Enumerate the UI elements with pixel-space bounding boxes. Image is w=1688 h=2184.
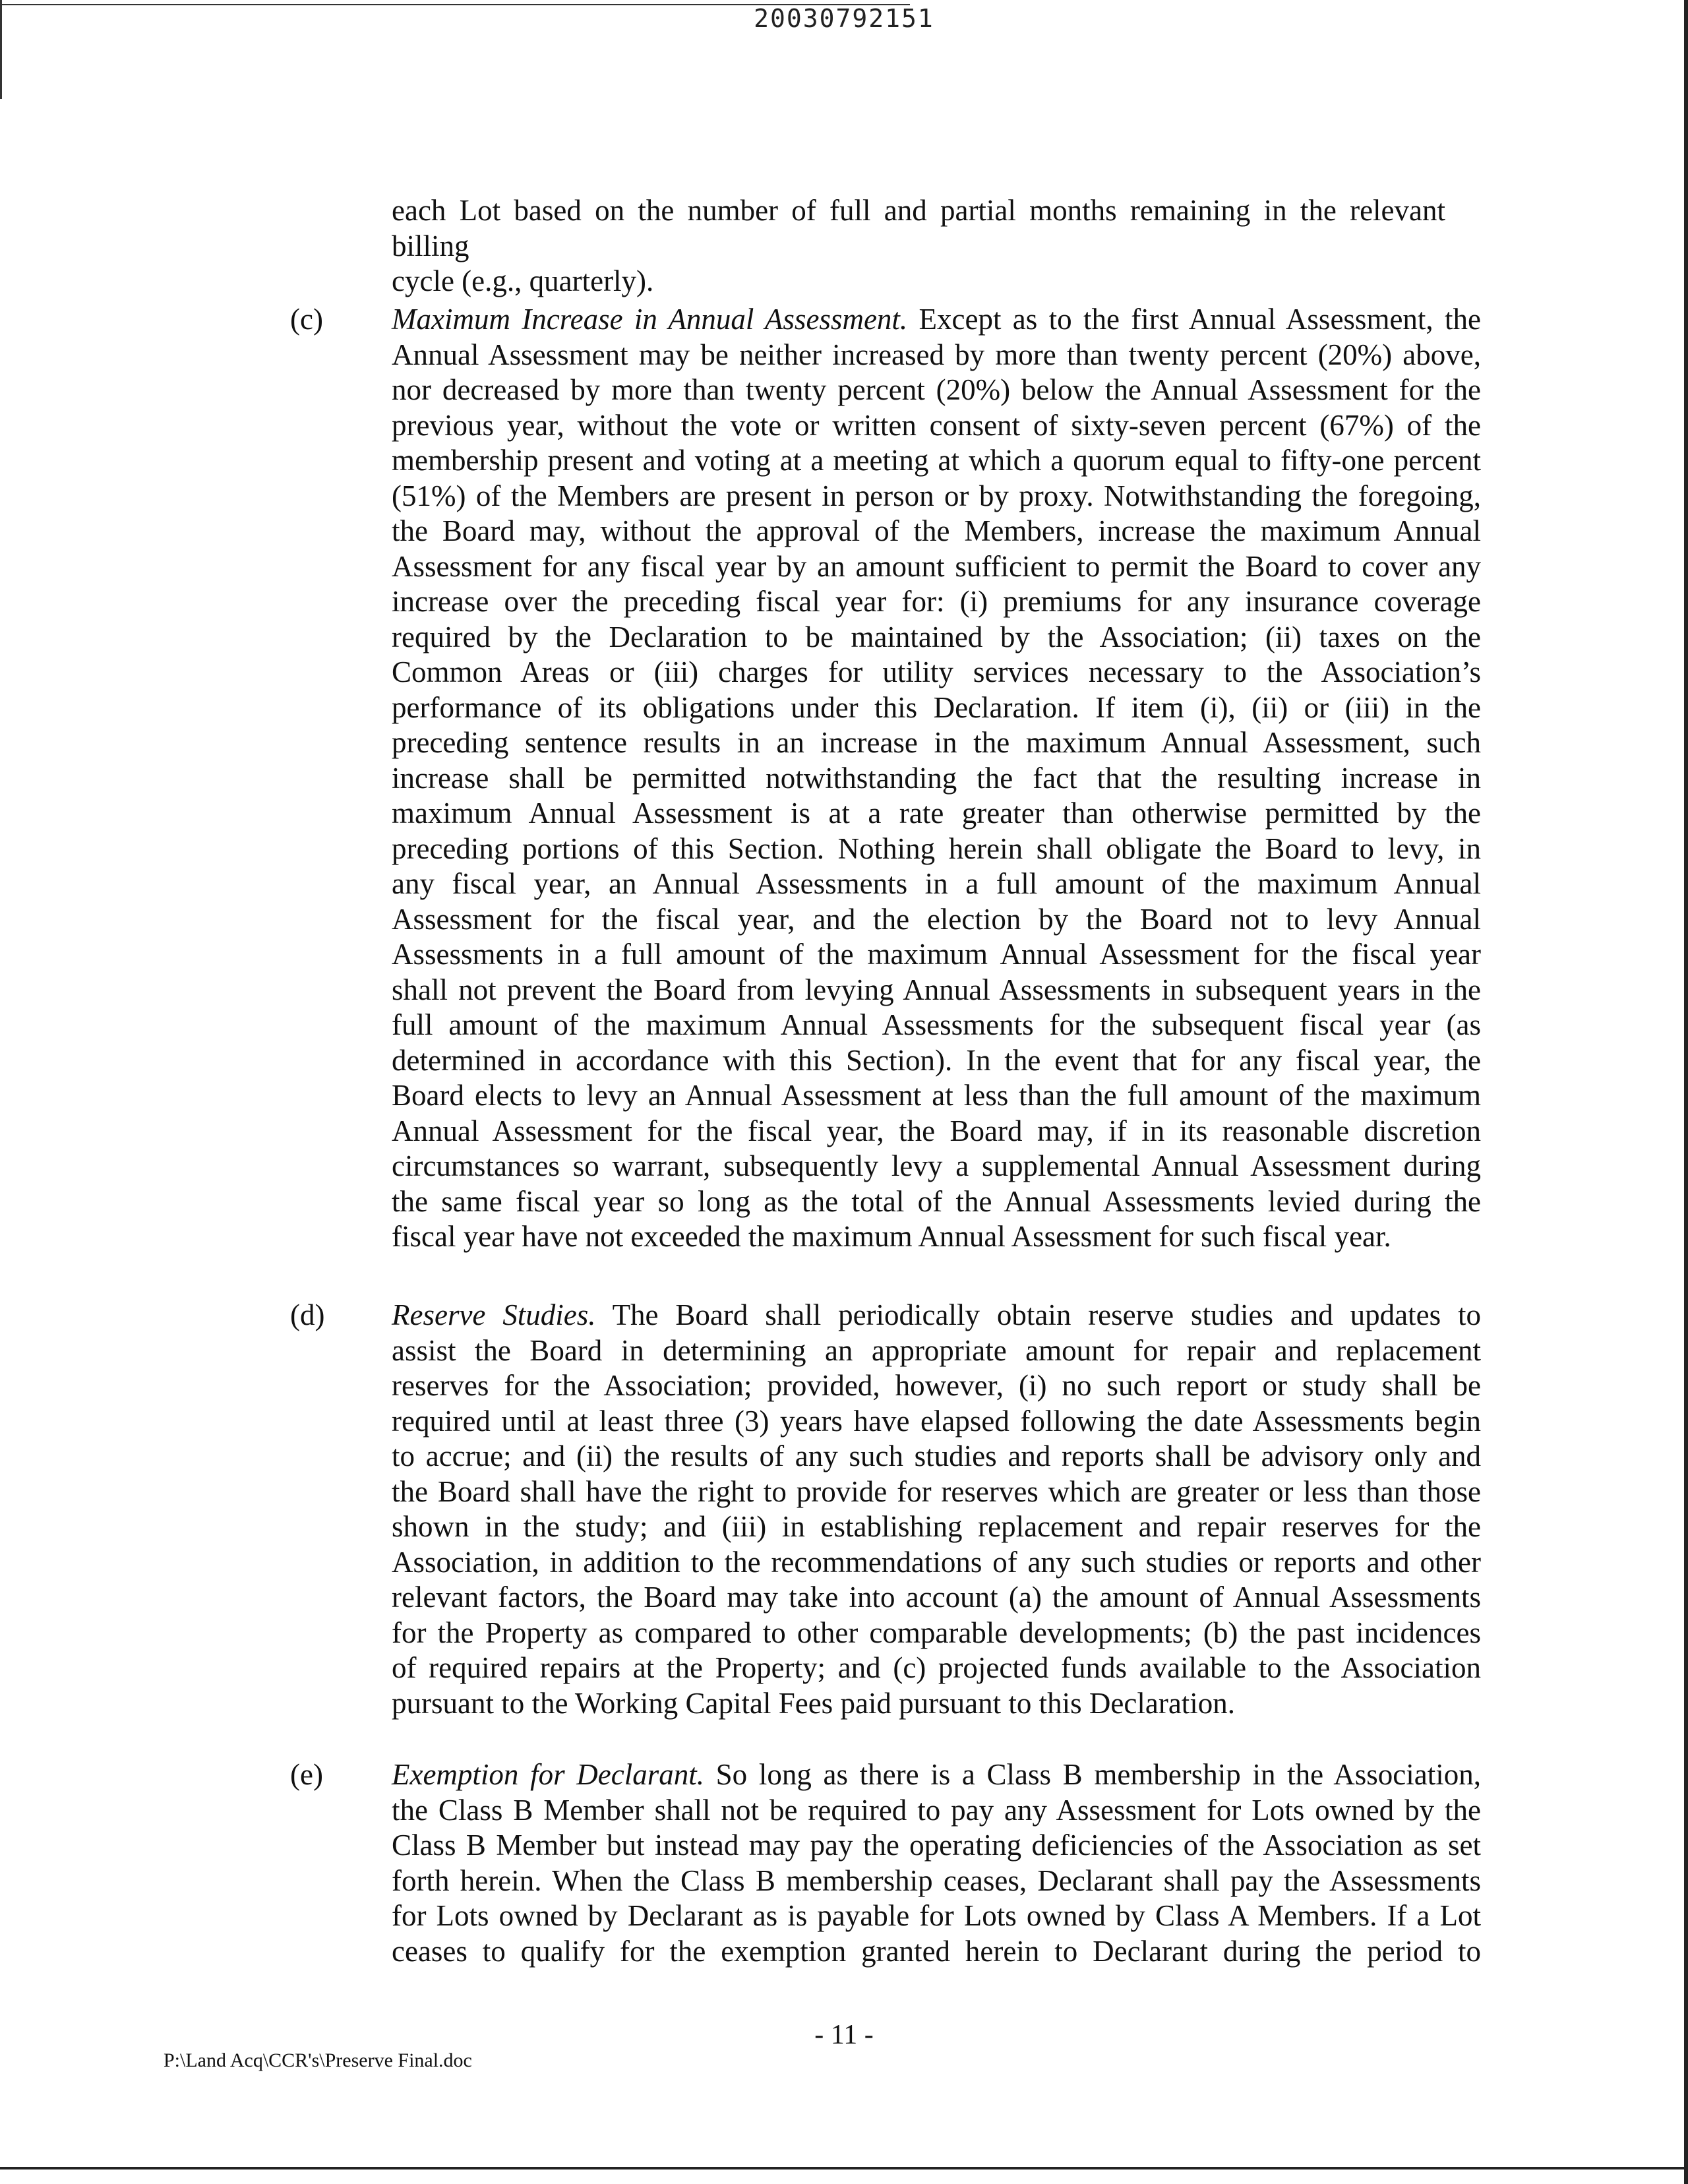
text-line: the Board may, without the approval of the Members, increase the maximum Annual <box>392 514 1481 547</box>
text-line: to accrue; and (ii) the results of any such studies and reports shall be advisory only and <box>392 1440 1481 1472</box>
first-line <box>392 1298 1481 1333</box>
text-line: the Board shall have the right to provide for reserves which are greater or less than those <box>392 1474 1481 1508</box>
text-line: of required repairs at the Property; and (c) projected funds available to the Association <box>392 1651 1481 1684</box>
text-line: forth herein. When the Class B membership ceases, Declarant shall pay the Assessments <box>392 1864 1481 1897</box>
first-line-text: So long as there is a Class B membership in the Association, <box>704 1758 1481 1791</box>
section-e-heading: Exemption for Declarant. <box>392 1758 704 1791</box>
text-line: Assessment for the fiscal year, and the election by the Board not to levy Annual <box>392 902 1481 936</box>
text-line: maximum Annual Assessment is at a rate greater than otherwise permitted by the <box>392 797 1481 830</box>
text-line: preceding portions of this Section. Nothing herein shall obligate the Board to levy, in <box>392 832 1481 865</box>
document-number: 20030792151 <box>754 4 934 33</box>
text-line: Board elects to levy an Annual Assessment at less than the full amount of the maximum <box>392 1079 1481 1112</box>
section-c-heading: Maximum Increase in Annual Assessment. <box>392 303 908 336</box>
text-line: any fiscal year, an Annual Assessments in a full amount of the maximum Annual <box>392 867 1481 900</box>
text-line: previous year, without the vote or written consent of sixty-seven percent (67%) of the <box>392 408 1481 442</box>
text-line: pursuant to the Working Capital Fees paid pursuant to this Declaration. <box>392 1686 1236 1720</box>
section-d-marker: (d) <box>290 1298 325 1331</box>
text-line: determined in accordance with this Section). In the event that for any fiscal year, the <box>392 1043 1481 1077</box>
text-line: increase over the preceding fiscal year for: (i) premiums for any insurance coverage <box>392 585 1481 618</box>
text-line: nor decreased by more than twenty percent (20%) below the Annual Assessment for the <box>392 373 1481 406</box>
text-line: the same fiscal year so long as the total of the Annual Assessments levied during the <box>392 1184 1481 1218</box>
section-c-paragraph <box>392 302 1481 1255</box>
text-line: required by the Declaration to be maintained by the Association; (ii) taxes on the <box>392 620 1481 653</box>
section-e-paragraph <box>392 1757 1481 1969</box>
text-line: full amount of the maximum Annual Assessments for the subsequent fiscal year (as <box>392 1008 1481 1041</box>
text-line: Annual Assessment for the fiscal year, the Board may, if in its reasonable discretion <box>392 1114 1481 1147</box>
text-line: for the Property as compared to other comparable developments; (b) the past incidences <box>392 1616 1481 1649</box>
first-line <box>392 302 1481 338</box>
text-line: circumstances so warrant, subsequently levy a supplemental Annual Assessment during <box>392 1149 1481 1182</box>
first-line-text: Except as to the first Annual Assessment, the <box>907 303 1481 336</box>
section-e-marker: (e) <box>290 1758 323 1791</box>
text-line: Assessments in a full amount of the maximum Annual Assessment for the fiscal year <box>392 938 1481 971</box>
text-line: cycle (e.g., quarterly). <box>392 264 654 297</box>
text-line: shall not prevent the Board from levying Annual Assessments in subsequent years in the <box>392 973 1481 1006</box>
section-d-heading: Reserve Studies. <box>392 1298 596 1331</box>
first-line-text: The Board shall periodically obtain reserve studies and updates to <box>595 1298 1481 1331</box>
text-line: Common Areas or (iii) charges for utility services necessary to the Association’s <box>392 655 1481 688</box>
page-number: - 11 - <box>814 2020 874 2050</box>
footer-file-path: P:\Land Acq\CCR's\Preserve Final.doc <box>164 2049 472 2071</box>
text-line: the Class B Member shall not be required to pay any Assessment for Lots owned by the <box>392 1793 1481 1827</box>
text-line: Annual Assessment may be neither increased by more than twenty percent (20%) above, <box>392 338 1481 371</box>
text-line: increase shall be permitted notwithstanding the fact that the resulting increase in <box>392 761 1481 795</box>
text-line: assist the Board in determining an appropriate amount for repair and replacement <box>392 1333 1481 1367</box>
section-c-marker: (c) <box>290 303 323 336</box>
continuation-paragraph <box>392 193 1445 299</box>
text-line: membership present and voting at a meeting at which a quorum equal to fifty-one percent <box>392 444 1481 477</box>
text-line: performance of its obligations under this Declaration. If item (i), (ii) or (iii) in the <box>392 690 1481 724</box>
text-line: Association, in addition to the recommendations of any such studies or reports and other <box>392 1545 1481 1579</box>
text-line: (51%) of the Members are present in person or by proxy. Notwithstanding the foregoing, <box>392 479 1481 512</box>
text-line: Assessment for any fiscal year by an amount sufficient to permit the Board to cover any <box>392 549 1481 583</box>
right-scan-edge <box>1684 0 1688 2184</box>
text-line: Class B Member but instead may pay the operating deficiencies of the Association as set <box>392 1829 1481 1862</box>
section-d-paragraph <box>392 1298 1481 1721</box>
text-line: fiscal year have not exceeded the maximum Annual Assessment for such fiscal year. <box>392 1220 1391 1253</box>
text-line: relevant factors, the Board may take into account (a) the amount of Annual Assessments <box>392 1581 1481 1614</box>
bottom-rule <box>0 2167 1688 2169</box>
text-line: preceding sentence results in an increase in the maximum Annual Assessment, such <box>392 726 1481 759</box>
text-line: for Lots owned by Declarant as is payable for Lots owned by Class A Members. If a Lot <box>392 1899 1481 1932</box>
text-line: ceases to qualify for the exemption granted herein to Declarant during the period to <box>392 1934 1481 1968</box>
text-line: reserves for the Association; provided, however, (i) no such report or study shall be <box>392 1369 1481 1402</box>
first-line <box>392 1757 1481 1793</box>
text-line: shown in the study; and (iii) in establishing replacement and repair reserves for the <box>392 1510 1481 1543</box>
text-line: each Lot based on the number of full and partial months remaining in the relevant billing <box>392 194 1445 262</box>
text-line: required until at least three (3) years have elapsed following the date Assessments begin <box>392 1404 1481 1438</box>
